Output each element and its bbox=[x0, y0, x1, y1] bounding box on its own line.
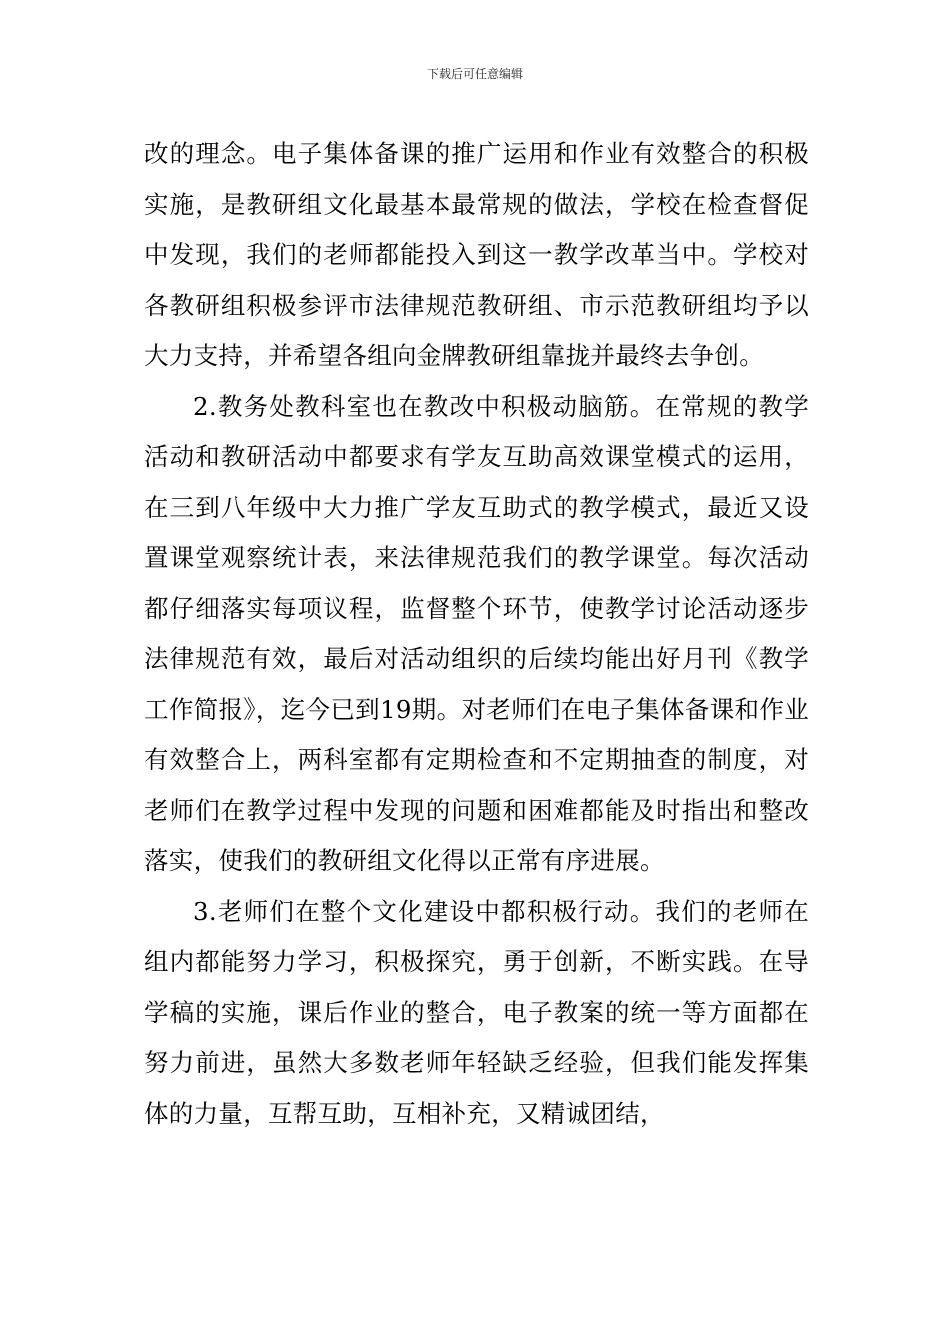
paragraph-item-2: 2.教务处教科室也在教改中积极动脑筋。在常规的教学活动和教研活动中都要求有学友互助高效课堂模式的运用，在三到八年级中大力推广学友互助式的教学模式，最近又设置课堂观察统计表，来法律规范我们的教学课堂。每次活动都仔细落实每项议程，监督整个环节，使教学讨论活动逐步法律规范有效，最后对活动组织的后续均能出好月刊《教学工作简报》，迄今已到19期。对老师们在电子集体备课和作业有效整合上，两科室都有定期检查和不定期抽查的制度，对老师们在教学过程中发现的问题和困难都能及时指出和整改落实，使我们的教研组文化得以正常有序进展。 bbox=[144, 391, 809, 875]
document-body bbox=[144, 129, 809, 1139]
paragraph-continuation: 改的理念。电子集体备课的推广运用和作业有效整合的积极实施，是教研组文化最基本最常规的做法，学校在检查督促中发现，我们的老师都能投入到这一教学改革当中。学校对各教研组积极参评市法律规范教研组、市示范教研组均予以大力支持，并希望各组向金牌教研组靠拢并最终去争创。 bbox=[144, 139, 809, 370]
page-header: 下载后可任意编辑 bbox=[426, 67, 523, 81]
paragraph-item-3: 3.老师们在整个文化建设中都积极行动。我们的老师在组内都能努力学习，积极探究，勇于创新，不断实践。在导学稿的实施，课后作业的整合，电子教案的统一等方面都在努力前进，虽然大多数老师年轻缺乏经验，但我们能发挥集体的力量，互帮互助，互相补充，又精诚团结， bbox=[144, 896, 809, 1128]
